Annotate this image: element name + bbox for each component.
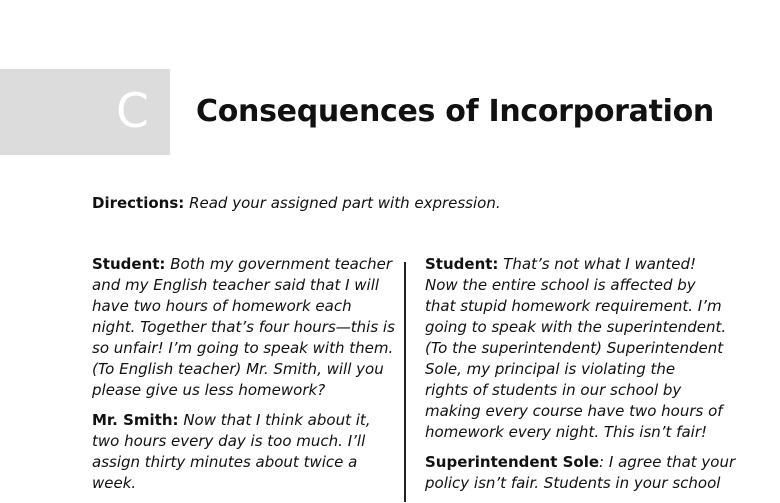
- dialogue-line: Now the entire school is affected by: [425, 276, 696, 294]
- dialogue-student-1: [92, 254, 395, 401]
- directions: [92, 193, 501, 213]
- dialogue-line: assign thirty minutes about twice a: [92, 453, 358, 471]
- speaker-label: Student:: [92, 255, 166, 273]
- dialogue-line: that stupid homework requirement. I’m: [425, 297, 722, 315]
- dialogue-line: (To English teacher) Mr. Smith, will you: [92, 360, 384, 378]
- dialogue-line: policy isn’t fair. Students in your school: [425, 474, 721, 492]
- section-letter: C: [116, 84, 149, 139]
- dialogue-superintendent-sole: [425, 452, 736, 494]
- dialogue-mr-smith: [92, 410, 392, 494]
- dialogue-line: week.: [92, 474, 137, 492]
- dialogue-line: homework every night. This isn’t fair!: [425, 423, 708, 441]
- speaker-label: Superintendent Sole: [425, 453, 600, 471]
- speaker-label: Mr. Smith:: [92, 411, 179, 429]
- dialogue-line: Mr. Smith: Now that I think about it,: [92, 411, 371, 429]
- dialogue-line: and my English teacher said that I will: [92, 276, 380, 294]
- dialogue-line: Student: That’s not what I wanted!: [425, 255, 697, 273]
- dialogue-student-2: [425, 254, 725, 443]
- dialogue-line: night. Together that’s four hours—this is: [92, 318, 395, 336]
- dialogue-line: going to speak with the superintendent.: [425, 318, 727, 336]
- dialogue-line: Superintendent Sole: I agree that your: [425, 453, 736, 471]
- dialogue-line: making every course have two hours of: [425, 402, 723, 420]
- dialogue-line: so unfair! I’m going to speak with them.: [92, 339, 394, 357]
- dialogue-line: please give us less homework?: [92, 381, 326, 399]
- dialogue-line: Sole, my principal is violating the: [425, 360, 676, 378]
- directions-label: Directions:: [92, 194, 185, 212]
- page-title: Consequences of Incorporation: [196, 94, 714, 129]
- dialogue-line: Student: Both my government teacher: [92, 255, 393, 273]
- column-divider: [404, 262, 406, 502]
- dialogue-line: rights of students in our school by: [425, 381, 682, 399]
- dialogue-line: (To the superintendent) Superintendent: [425, 339, 724, 357]
- speaker-label: Student:: [425, 255, 499, 273]
- left-column: [92, 254, 395, 503]
- right-column: [425, 254, 736, 503]
- dialogue-line: two hours every day is too much. I’ll: [92, 432, 366, 450]
- dialogue-line: have two hours of homework each: [92, 297, 352, 315]
- directions-text: Read your assigned part with expression.: [189, 194, 501, 212]
